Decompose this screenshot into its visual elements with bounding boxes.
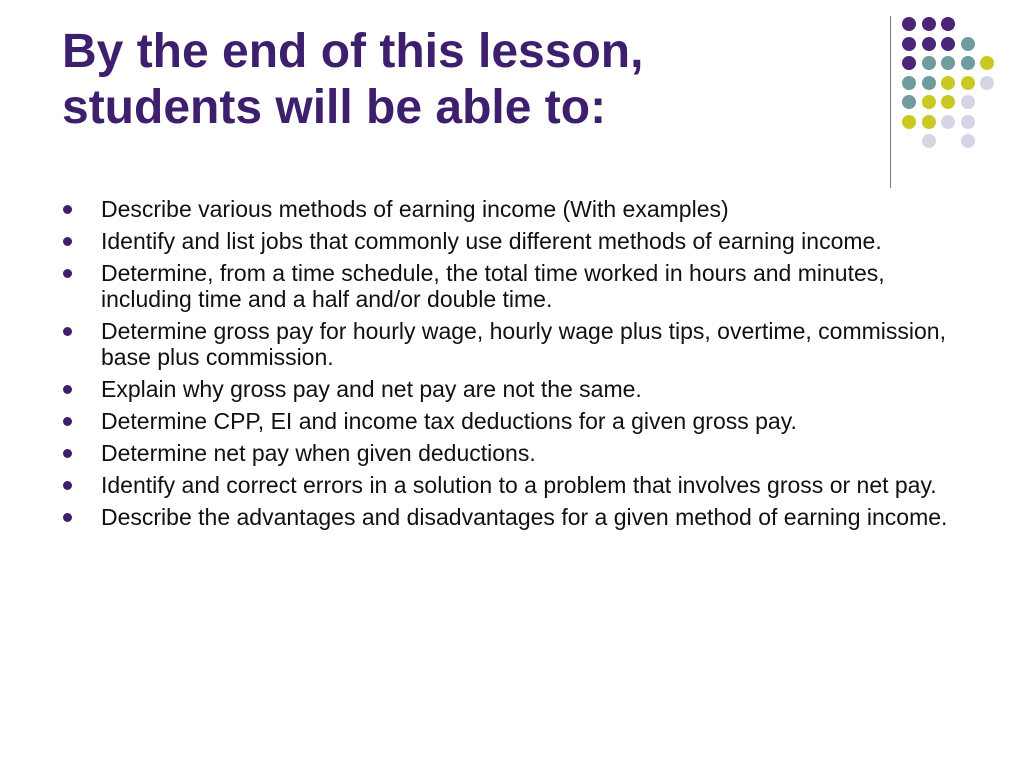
objective-item	[60, 260, 960, 312]
decorative-dot	[980, 76, 994, 90]
decorative-dot	[922, 56, 936, 70]
decorative-dot	[922, 134, 936, 148]
objective-item	[60, 440, 960, 466]
objective-text: Describe various methods of earning income (With examples)	[101, 196, 729, 222]
decorative-dot	[941, 37, 955, 51]
decorative-dot	[941, 115, 955, 129]
decorative-dot	[961, 115, 975, 129]
bullet-icon	[63, 385, 72, 394]
objective-text: Determine net pay when given deductions.	[101, 440, 536, 466]
decorative-dot	[980, 56, 994, 70]
decorative-dot	[922, 76, 936, 90]
slide-title-line-1: By the end of this lesson,	[62, 25, 644, 78]
objective-item	[60, 408, 960, 434]
decorative-dot	[922, 115, 936, 129]
bullet-icon	[63, 417, 72, 426]
objective-item	[60, 196, 960, 222]
objective-text: Determine CPP, EI and income tax deductions for a given gross pay.	[101, 408, 797, 434]
decorative-dot	[902, 95, 916, 109]
bullet-icon	[63, 449, 72, 458]
decorative-dot	[902, 76, 916, 90]
objective-text: Describe the advantages and disadvantages for a given method of earning income.	[101, 504, 948, 530]
decorative-dot	[941, 76, 955, 90]
decorative-dot	[961, 56, 975, 70]
decorative-dot	[961, 134, 975, 148]
objective-text: Determine, from a time schedule, the total time worked in hours and minutes, including time and a half and/or double time.	[101, 260, 885, 312]
decorative-dot	[941, 17, 955, 31]
decorative-dot	[902, 56, 916, 70]
bullet-icon	[63, 327, 72, 336]
objective-text: Identify and correct errors in a solution to a problem that involves gross or net pay.	[101, 472, 937, 498]
bullet-icon	[63, 513, 72, 522]
bullet-icon	[63, 205, 72, 214]
objective-text: Determine gross pay for hourly wage, hourly wage plus tips, overtime, commission, base plus commission.	[101, 318, 946, 370]
decorative-dot	[922, 95, 936, 109]
decorative-dot	[902, 17, 916, 31]
objective-item	[60, 504, 960, 530]
objective-item	[60, 472, 960, 498]
decorative-dot	[961, 37, 975, 51]
objectives-list	[60, 196, 960, 536]
decorative-dot	[941, 95, 955, 109]
objective-item	[60, 376, 960, 402]
decorative-dot	[961, 95, 975, 109]
decorative-dot	[961, 76, 975, 90]
decorative-dot	[922, 37, 936, 51]
vertical-divider	[890, 16, 891, 188]
objective-item	[60, 318, 960, 370]
bullet-icon	[63, 237, 72, 246]
decorative-dot	[902, 115, 916, 129]
decorative-dot	[902, 37, 916, 51]
decorative-dot-grid-icon	[902, 10, 1012, 170]
slide-title	[62, 24, 862, 136]
slide-title-line-2: students will be able to:	[62, 81, 607, 134]
objective-item	[60, 228, 960, 254]
decorative-dot	[922, 17, 936, 31]
objective-text: Identify and list jobs that commonly use different methods of earning income.	[101, 228, 882, 254]
objective-text: Explain why gross pay and net pay are not the same.	[101, 376, 642, 402]
bullet-icon	[63, 481, 72, 490]
decorative-dot	[941, 56, 955, 70]
bullet-icon	[63, 269, 72, 278]
